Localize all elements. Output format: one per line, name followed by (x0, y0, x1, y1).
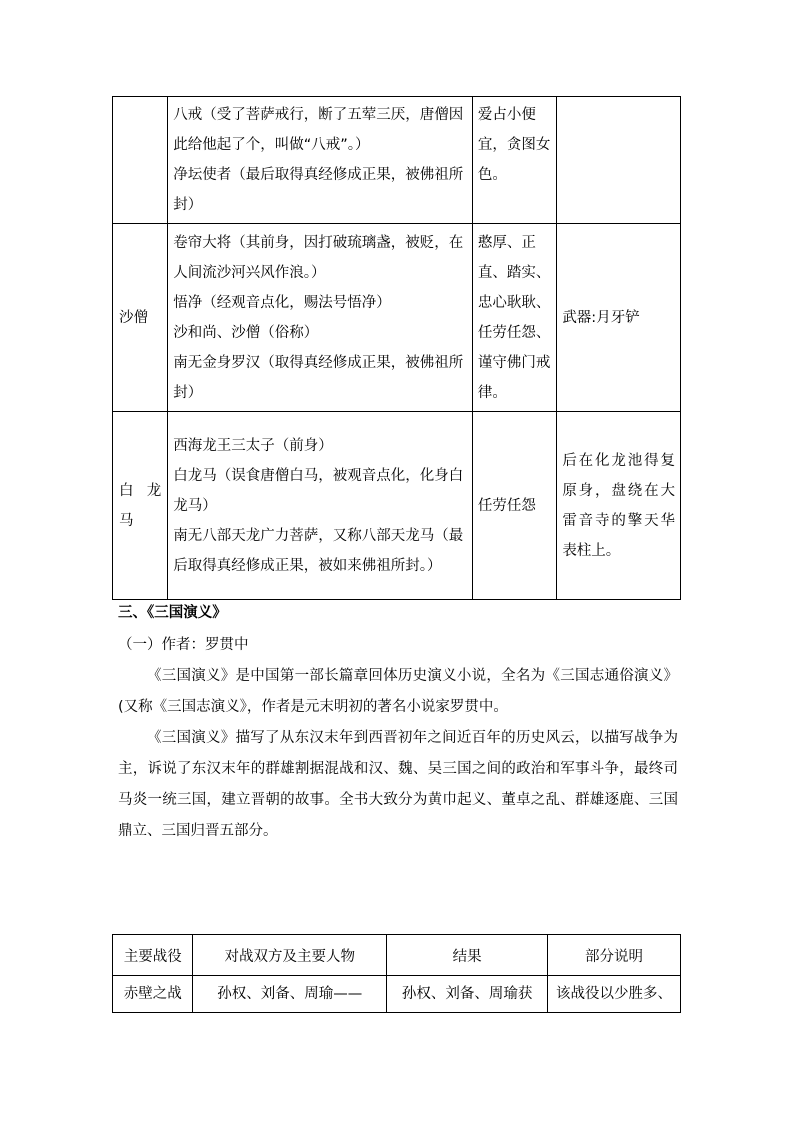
title-line: 西海龙王三太子（前身） (173, 437, 333, 454)
character-name-cell: 沙僧 (113, 224, 168, 412)
battle-table (112, 934, 681, 1013)
table-cell: 赤壁之战 (113, 976, 193, 1013)
header-cell: 部分说明 (548, 935, 681, 976)
table-row (113, 412, 681, 600)
title-line: 白龙马（误食唐僧白马，被观音点化，化身白龙马） (173, 467, 464, 514)
title-line: 南无八部天龙广力菩萨，又称八部天龙马（最后取得真经修成正果，被如来佛祖所封。） (173, 527, 464, 574)
title-line: 沙和尚、沙僧（俗称） (173, 324, 319, 341)
title-line: 南无金身罗汉（取得真经修成正果，被佛祖所封） (173, 354, 464, 401)
table-row (113, 976, 681, 1013)
title-line: 八戒（受了菩萨戒行，断了五荤三厌，唐僧因此给他起了个，叫做“八戒”。） (173, 107, 464, 153)
title-line: 悟净（经观音点化，赐法号悟净） (173, 294, 391, 311)
table-row (113, 97, 681, 224)
paragraph: 《三国演义》是中国第一部长篇章回体历史演义小说，全名为《三国志通俗演义》(又称《三国志演义》，作者是元末明初的著名小说家罗贯中。 (118, 668, 678, 715)
character-titles-cell (168, 97, 473, 224)
paragraph: 《三国演义》描写了从东汉末年到西晋初年之间近百年的历史风云，以描写战争为主，诉说了东汉末年的群雄割据混战和汉、魏、吴三国之间的政治和军事斗争，最终司马炎一统三国，建立晋朝的故事。全书大致分为黄巾起义、董卓之乱、群雄逐鹿、三国鼎立、三国归晋五部分。 (118, 730, 678, 839)
section-heading: 三、《三国演义》 (118, 605, 227, 621)
character-notes-cell (557, 97, 681, 224)
title-line: 净坛使者（最后取得真经修成正果，被佛祖所封） (173, 167, 464, 213)
header-cell: 对战双方及主要人物 (193, 935, 387, 976)
title-line: 卷帘大将（其前身，因打破琉璃盏，被贬，在人间流沙河兴风作浪。） (173, 234, 464, 281)
character-name-cell (113, 97, 168, 224)
character-table (112, 96, 681, 600)
table-cell: 该战役以少胜多、 (548, 976, 681, 1013)
character-traits-cell: 爱占小便宜，贪图女色。 (472, 97, 556, 224)
character-titles-cell (168, 224, 473, 412)
table-cell: 孙权、刘备、周瑜—— (193, 976, 387, 1013)
character-titles-cell (168, 412, 473, 600)
header-cell: 结果 (387, 935, 548, 976)
character-notes-cell: 后在化龙池得复原身，盘绕在大雷音寺的擎天华表柱上。 (557, 412, 681, 600)
character-traits-cell: 任劳任怨 (472, 412, 556, 600)
table-cell: 孙权、刘备、周瑜获 (387, 976, 548, 1013)
header-cell: 主要战役 (113, 935, 193, 976)
character-notes-cell: 武器:月牙铲 (557, 224, 681, 412)
table-header-row (113, 935, 681, 976)
character-traits-cell: 憨厚、正直、踏实、忠心耿耿、任劳任怨、谨守佛门戒律。 (472, 224, 556, 412)
section-subheading: （一）作者：罗贯中 (118, 637, 249, 653)
table-row (113, 224, 681, 412)
character-name-cell: 白龙马 (113, 412, 168, 600)
